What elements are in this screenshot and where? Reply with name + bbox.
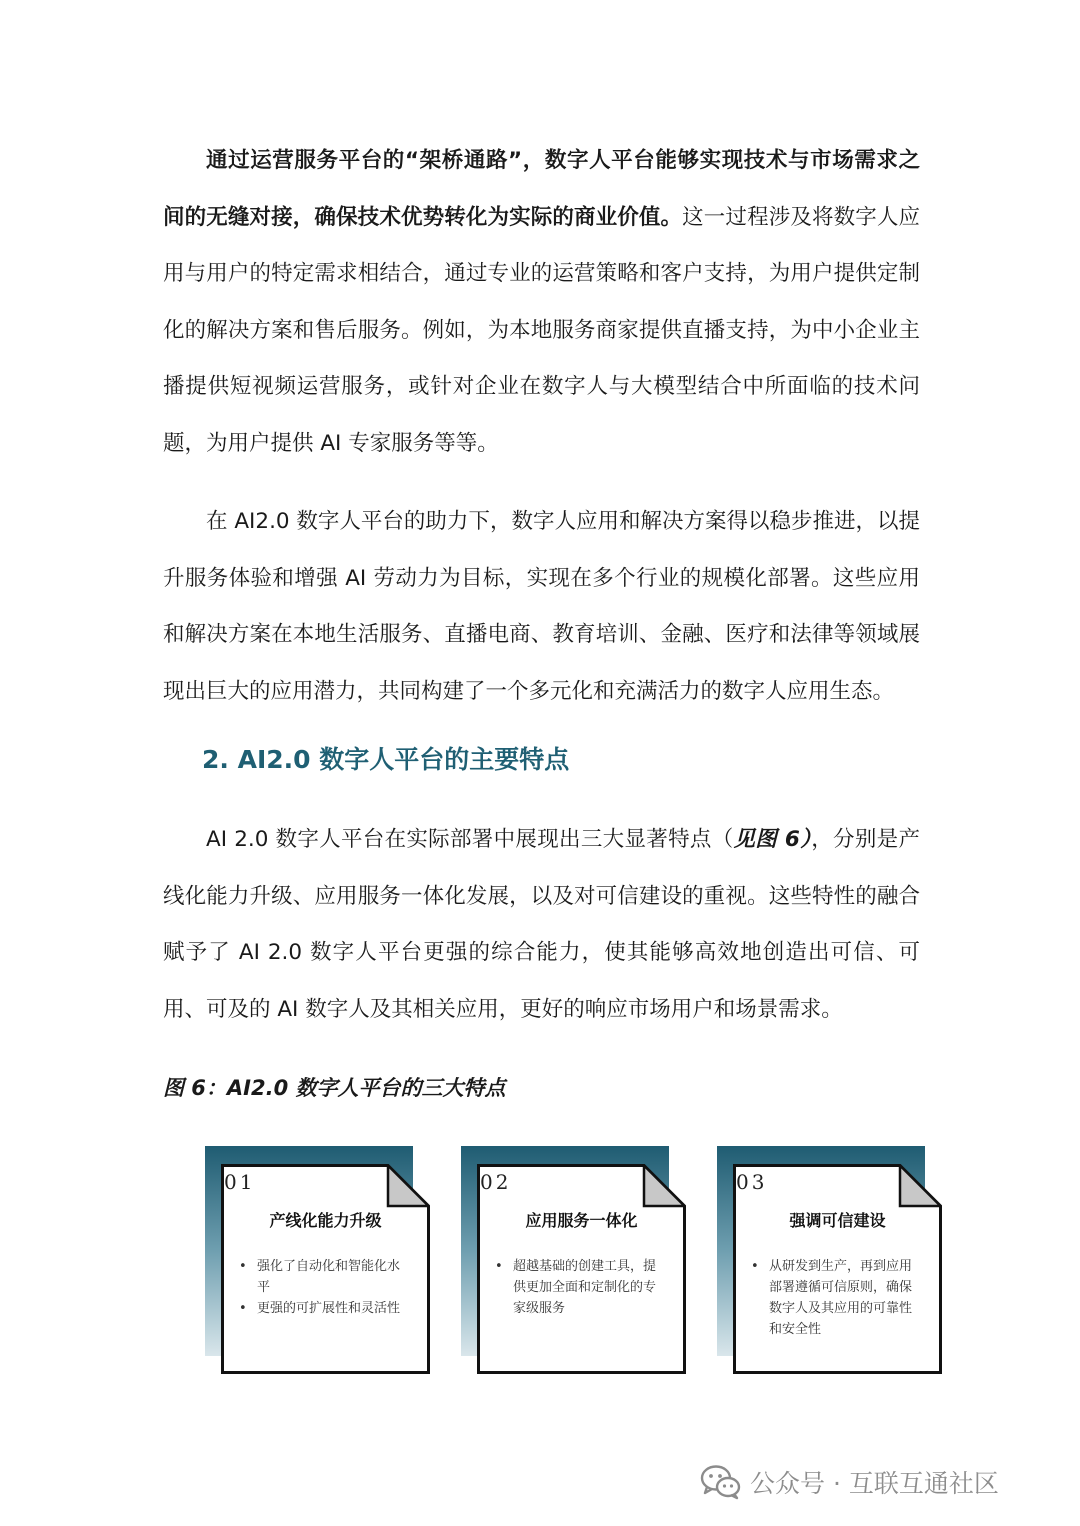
list-item: • 强化了自动化和智能化水平: [257, 1256, 407, 1298]
figure-reference: 见图 6）: [733, 827, 812, 852]
paragraph-1-rest: 这一过程涉及将数字人应用与用户的特定需求相结合，通过专业的运营策略和客户支持，为用户提供定制化的解决方案和售后服务。例如，为本地服务商家提供直播支持，为中小企业主播提供短视频运营服务，或针对企业在数字人与大模型结合中所面临的技术问题，为用户提供 AI 专家服务等等。: [163, 204, 920, 456]
card-bullet-list: [751, 1256, 919, 1340]
card-page: [477, 1164, 686, 1374]
figure-caption: 图 6：AI2.0 数字人平台的三大特点: [163, 1076, 506, 1100]
wechat-icon: [700, 1464, 742, 1500]
bullet-icon: •: [239, 1301, 247, 1316]
paragraph-3-a: AI 2.0 数字人平台在实际部署中展现出三大显著特点（: [206, 827, 734, 852]
watermark: [700, 1462, 999, 1502]
card-number: 01: [224, 1170, 256, 1194]
card-page: [733, 1164, 942, 1374]
feature-card-3: [717, 1146, 942, 1374]
card-bullet-list: [495, 1256, 663, 1319]
bullet-icon: •: [751, 1259, 759, 1274]
section-heading: 2. AI2.0 数字人平台的主要特点: [202, 745, 570, 774]
paragraph-3-b: ，分别是产线化能力升级、应用服务一体化发展，以及对可信建设的重视。这些特性的融合赋予了 AI 2.0 数字人平台更强的综合能力，使其能够高效地创造出可信、可用、可及的 AI 数字人及其相关应用，更好的响应市场用户和场景需求。: [163, 827, 920, 1022]
feature-card-1: [205, 1146, 430, 1374]
list-item: • 从研发到生产，再到应用部署遵循可信原则，确保数字人及其应用的可靠性和安全性: [769, 1256, 919, 1340]
paragraph-1: [163, 133, 920, 472]
card-bullet-list: [239, 1256, 407, 1319]
bullet-icon: •: [495, 1259, 503, 1274]
paragraph-1-bold: 通过运营服务平台的“架桥通路”，数字人平台能够实现技术与市场需求之间的无缝对接，确保技术优势转化为实际的商业价值。: [163, 148, 920, 230]
card-page: [221, 1164, 430, 1374]
feature-card-2: [461, 1146, 686, 1374]
card-number: 02: [480, 1170, 512, 1194]
watermark-text: 公众号 · 互联互通社区: [750, 1469, 999, 1498]
card-title: 强调可信建设: [789, 1211, 886, 1230]
bullet-icon: •: [239, 1259, 247, 1274]
card-title: 应用服务一体化: [525, 1211, 638, 1230]
card-title: 产线化能力升级: [269, 1211, 382, 1230]
card-number: 03: [736, 1170, 768, 1194]
paragraph-2: 在 AI2.0 数字人平台的助力下，数字人应用和解决方案得以稳步推进，以提升服务体验和增强 AI 劳动力为目标，实现在多个行业的规模化部署。这些应用和解决方案在本地生活服务、直播电商、教育培训、金融、医疗和法律等领域展现出巨大的应用潜力，共同构建了一个多元化和充满活力的数字人应用生态。: [163, 509, 920, 704]
paragraph-3: [163, 812, 920, 1038]
list-item: • 超越基础的创建工具，提供更加全面和定制化的专家级服务: [513, 1256, 663, 1319]
list-item: • 更强的可扩展性和灵活性: [257, 1298, 407, 1319]
